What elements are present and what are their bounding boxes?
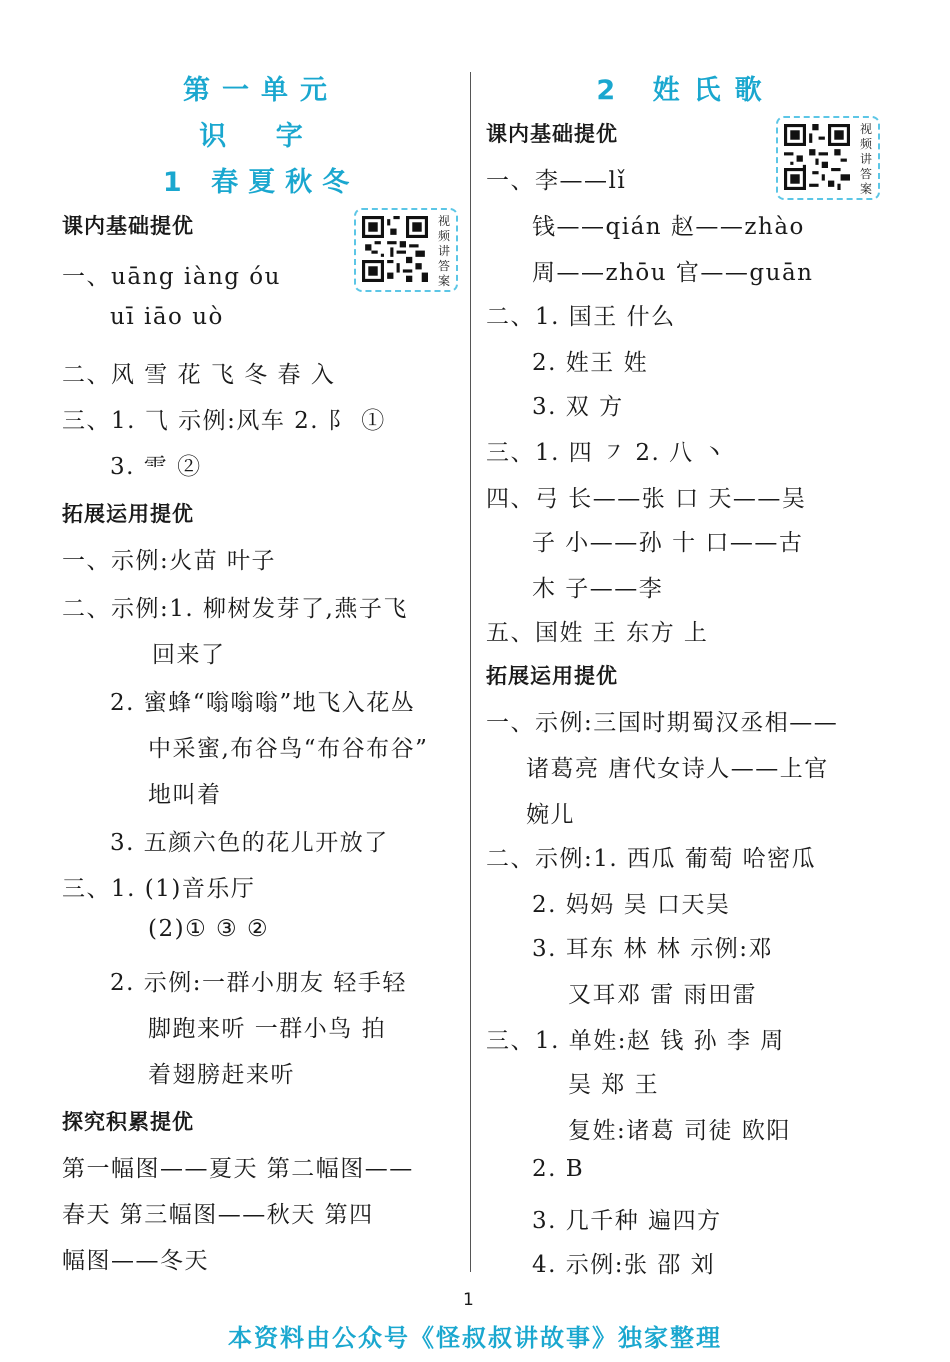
answer-line: (2)① ③ ② (148, 916, 270, 942)
answer-line: 2. 示例:一群小朋友 轻手轻 (110, 970, 407, 996)
answer-line: 3. 双 方 (532, 394, 624, 420)
qr-code-box[interactable] (354, 208, 458, 292)
answer-line: 复姓:诸葛 司徒 欧阳 (568, 1118, 791, 1144)
unit-title: 第一单元 (183, 75, 339, 106)
section-heading-explore: 探究积累提优 (62, 1110, 194, 1134)
answer-line: uī iāo uò (110, 304, 224, 330)
answer-line: 木 子——李 (532, 576, 664, 602)
answer-line: 一、示例:三国时期蜀汉丞相—— (486, 710, 839, 736)
qr-code-box[interactable] (776, 116, 880, 200)
answer-line: 子 小——孙 十 口——古 (532, 530, 804, 556)
answer-line: 吴 郑 王 (568, 1072, 660, 1098)
answer-line: 脚跑来听 一群小鸟 拍 (148, 1016, 387, 1042)
answer-line: 五、国姓 王 东方 上 (486, 620, 709, 646)
section-heading-extend: 拓展运用提优 (62, 502, 194, 526)
answer-line: 一、示例:火苗 叶子 (62, 548, 277, 574)
answer-line: 2. 姓王 姓 (532, 350, 649, 376)
section-heading-basic: 课内基础提优 (486, 122, 618, 146)
answer-line: 3. 几千种 遍四方 (532, 1208, 722, 1234)
answer-line: 2. B (532, 1156, 585, 1182)
answer-line: 幅图——冬天 (62, 1248, 209, 1274)
answer-line: 中采蜜,布谷鸟“布谷布谷” (148, 736, 429, 762)
answer-line: 一、李——lǐ (486, 168, 627, 194)
answer-line: 二、示例:1. 西瓜 葡萄 哈密瓜 (486, 846, 817, 872)
lesson-title: 1 春夏秋冬 (162, 167, 360, 198)
answer-line: 4. 示例:张 邵 刘 (532, 1252, 716, 1278)
section-heading-extend: 拓展运用提优 (486, 664, 618, 688)
answer-line: 二、1. 国王 什么 (486, 304, 676, 330)
answer-line: 诸葛亮 唐代女诗人——上官 (526, 756, 829, 782)
answer-line: 2. 妈妈 吴 口天吴 (532, 892, 731, 918)
answer-line: 3. 耳东 林 林 示例:邓 (532, 936, 773, 962)
answer-line: 3. 五颜六色的花儿开放了 (110, 830, 389, 856)
lesson-title: 2 姓氏歌 (596, 75, 776, 106)
answer-line: 第一幅图——夏天 第二幅图—— (62, 1156, 414, 1182)
answer-line: 四、弓 长——张 口 天——吴 (486, 486, 807, 512)
answer-line: 地叫着 (148, 782, 222, 808)
qr-code-icon (362, 216, 428, 282)
footer-credit: 本资料由公众号《怪叔叔讲故事》独家整理 (228, 1323, 722, 1352)
answer-line: 二、风 雪 花 飞 冬 春 入 (62, 362, 336, 388)
answer-line: 婉儿 (526, 802, 575, 828)
answer-line: 着翅膀赶来听 (148, 1062, 295, 1088)
answer-line: 3. ⻗ ② (110, 454, 202, 480)
answer-line: 一、uāng iàng óu (62, 264, 281, 290)
answer-line: 春天 第三幅图——秋天 第四 (62, 1202, 374, 1228)
section-title: 识 字 (199, 121, 323, 152)
section-heading-basic: 课内基础提优 (62, 214, 194, 238)
page-number: 1 (463, 1290, 474, 1310)
answer-line: 三、1. 四 ㇇ 2. 八 丶 (486, 440, 727, 466)
answer-line: 三、1. 单姓:赵 钱 孙 李 周 (486, 1028, 785, 1054)
qr-code-icon (784, 124, 850, 190)
answer-line: 回来了 (152, 642, 226, 668)
answer-line: 又耳邓 雷 雨田雷 (568, 982, 758, 1008)
answer-line: 二、示例:1. 柳树发芽了,燕子飞 (62, 596, 408, 622)
answer-line: 三、1. ⺄ 示例:风车 2. 阝 ① (62, 408, 386, 434)
answer-line: 2. 蜜蜂“嗡嗡嗡”地飞入花丛 (110, 690, 416, 716)
column-divider (470, 72, 471, 1272)
qr-code-label: 视频讲答案 (437, 214, 450, 288)
qr-code-label: 视频讲答案 (859, 122, 872, 196)
answer-line: 三、1. (1)音乐厅 (62, 876, 256, 902)
answer-line: 钱——qián 赵——zhào (532, 214, 805, 240)
answer-line: 周——zhōu 官——guān (532, 260, 814, 286)
